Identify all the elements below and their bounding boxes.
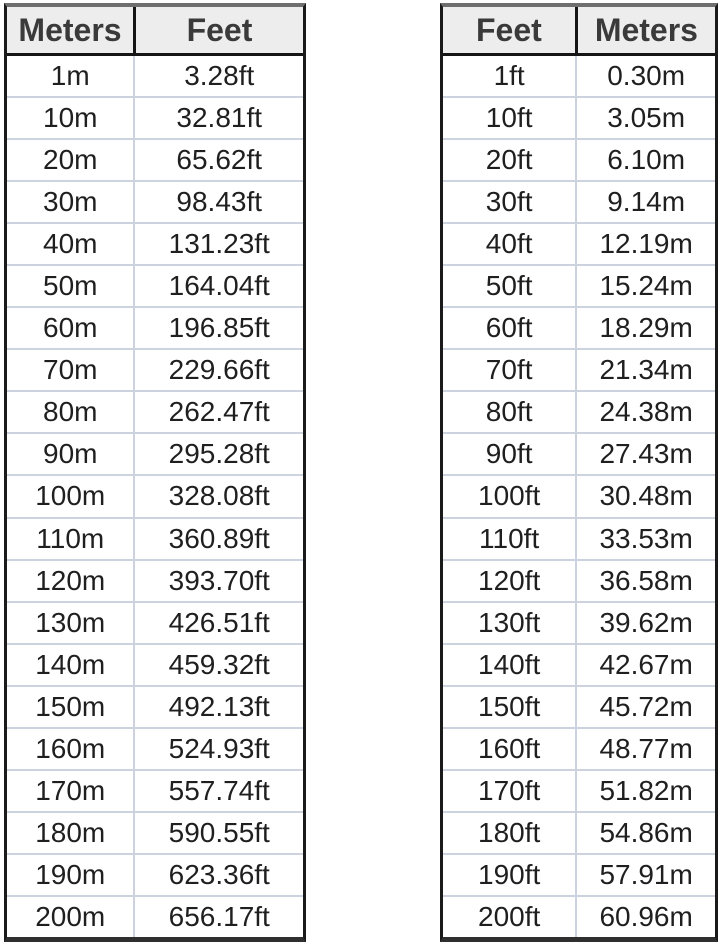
table-cell: 30m bbox=[7, 181, 134, 223]
table-cell: 50ft bbox=[443, 265, 576, 307]
table-row bbox=[7, 307, 303, 349]
table-row bbox=[443, 728, 715, 770]
table-cell: 60m bbox=[7, 307, 134, 349]
table-row bbox=[7, 770, 303, 812]
table-cell: 27.43m bbox=[576, 433, 715, 475]
table-cell: 60ft bbox=[443, 307, 576, 349]
table-row bbox=[443, 475, 715, 517]
table-row bbox=[7, 55, 303, 98]
table-row bbox=[443, 55, 715, 98]
table-cell: 656.17ft bbox=[134, 896, 303, 937]
table-cell: 459.32ft bbox=[134, 644, 303, 686]
table-cell: 54.86m bbox=[576, 812, 715, 854]
table-cell: 50m bbox=[7, 265, 134, 307]
table-cell: 39.62m bbox=[576, 602, 715, 644]
table-row bbox=[443, 602, 715, 644]
table-cell: 140m bbox=[7, 644, 134, 686]
table-row bbox=[7, 223, 303, 265]
table-row bbox=[443, 770, 715, 812]
table-cell: 131.23ft bbox=[134, 223, 303, 265]
table-row bbox=[7, 349, 303, 391]
table-row bbox=[7, 896, 303, 937]
table-cell: 150m bbox=[7, 686, 134, 728]
table-row bbox=[443, 307, 715, 349]
table-cell: 200m bbox=[7, 896, 134, 937]
table-cell: 80m bbox=[7, 391, 134, 433]
table-row bbox=[7, 560, 303, 602]
table-cell: 164.04ft bbox=[134, 265, 303, 307]
table-cell: 120ft bbox=[443, 560, 576, 602]
table-cell: 3.28ft bbox=[134, 55, 303, 98]
table-cell: 623.36ft bbox=[134, 854, 303, 896]
table-row bbox=[7, 475, 303, 517]
table-row bbox=[443, 181, 715, 223]
table-cell: 130m bbox=[7, 602, 134, 644]
header-meters: Meters bbox=[576, 7, 715, 55]
table-cell: 328.08ft bbox=[134, 475, 303, 517]
table-cell: 190m bbox=[7, 854, 134, 896]
table-row bbox=[7, 644, 303, 686]
header-meters: Meters bbox=[7, 7, 134, 55]
table-cell: 557.74ft bbox=[134, 770, 303, 812]
table-cell: 140ft bbox=[443, 644, 576, 686]
table-cell: 3.05m bbox=[576, 97, 715, 139]
table-cell: 42.67m bbox=[576, 644, 715, 686]
table-row bbox=[443, 223, 715, 265]
table-row bbox=[443, 854, 715, 896]
header-row bbox=[7, 7, 303, 55]
table-cell: 40ft bbox=[443, 223, 576, 265]
table-cell: 60.96m bbox=[576, 896, 715, 937]
table-row bbox=[443, 644, 715, 686]
table-row bbox=[443, 433, 715, 475]
table-cell: 160ft bbox=[443, 728, 576, 770]
table-row bbox=[7, 265, 303, 307]
table-cell: 110m bbox=[7, 518, 134, 560]
table-cell: 51.82m bbox=[576, 770, 715, 812]
table-cell: 70m bbox=[7, 349, 134, 391]
table-cell: 80ft bbox=[443, 391, 576, 433]
table-cell: 6.10m bbox=[576, 139, 715, 181]
meters-to-feet-header bbox=[7, 7, 303, 55]
meters-to-feet-body bbox=[7, 55, 303, 938]
table-cell: 229.66ft bbox=[134, 349, 303, 391]
table-cell: 20m bbox=[7, 139, 134, 181]
table-row bbox=[7, 139, 303, 181]
feet-to-meters-table-container bbox=[440, 3, 718, 942]
table-row bbox=[443, 349, 715, 391]
table-cell: 196.85ft bbox=[134, 307, 303, 349]
table-cell: 70ft bbox=[443, 349, 576, 391]
table-cell: 360.89ft bbox=[134, 518, 303, 560]
table-row bbox=[443, 686, 715, 728]
table-cell: 24.38m bbox=[576, 391, 715, 433]
table-cell: 170m bbox=[7, 770, 134, 812]
table-cell: 524.93ft bbox=[134, 728, 303, 770]
meters-to-feet-table bbox=[7, 7, 303, 937]
table-cell: 36.58m bbox=[576, 560, 715, 602]
table-cell: 57.91m bbox=[576, 854, 715, 896]
table-cell: 90ft bbox=[443, 433, 576, 475]
table-cell: 98.43ft bbox=[134, 181, 303, 223]
header-row bbox=[443, 7, 715, 55]
table-cell: 200ft bbox=[443, 896, 576, 937]
feet-to-meters-body bbox=[443, 55, 715, 938]
table-row bbox=[443, 518, 715, 560]
table-row bbox=[7, 602, 303, 644]
table-cell: 393.70ft bbox=[134, 560, 303, 602]
table-cell: 295.28ft bbox=[134, 433, 303, 475]
table-cell: 100m bbox=[7, 475, 134, 517]
table-cell: 190ft bbox=[443, 854, 576, 896]
table-row bbox=[7, 391, 303, 433]
table-row bbox=[443, 139, 715, 181]
table-cell: 10m bbox=[7, 97, 134, 139]
table-cell: 45.72m bbox=[576, 686, 715, 728]
feet-to-meters-table bbox=[443, 7, 715, 937]
table-row bbox=[443, 265, 715, 307]
table-row bbox=[443, 391, 715, 433]
table-cell: 426.51ft bbox=[134, 602, 303, 644]
table-cell: 150ft bbox=[443, 686, 576, 728]
table-cell: 18.29m bbox=[576, 307, 715, 349]
table-cell: 30.48m bbox=[576, 475, 715, 517]
table-cell: 9.14m bbox=[576, 181, 715, 223]
header-feet: Feet bbox=[443, 7, 576, 55]
table-row bbox=[7, 728, 303, 770]
table-cell: 262.47ft bbox=[134, 391, 303, 433]
table-cell: 15.24m bbox=[576, 265, 715, 307]
table-row bbox=[443, 97, 715, 139]
table-row bbox=[443, 812, 715, 854]
table-cell: 180ft bbox=[443, 812, 576, 854]
table-cell: 20ft bbox=[443, 139, 576, 181]
table-cell: 12.19m bbox=[576, 223, 715, 265]
table-cell: 160m bbox=[7, 728, 134, 770]
table-row bbox=[7, 686, 303, 728]
table-cell: 1ft bbox=[493, 60, 525, 92]
table-cell: 48.77m bbox=[576, 728, 715, 770]
table-row bbox=[7, 181, 303, 223]
table-cell: 21.34m bbox=[576, 349, 715, 391]
header-feet: Feet bbox=[134, 7, 303, 55]
table-cell: 130ft bbox=[443, 602, 576, 644]
table-cell: 1m bbox=[50, 60, 90, 92]
table-row bbox=[7, 854, 303, 896]
table-cell: 30ft bbox=[443, 181, 576, 223]
table-cell: 90m bbox=[7, 433, 134, 475]
table-row bbox=[7, 812, 303, 854]
table-cell: 65.62ft bbox=[134, 139, 303, 181]
table-row bbox=[443, 560, 715, 602]
table-row bbox=[7, 518, 303, 560]
table-cell: 120m bbox=[7, 560, 134, 602]
table-cell: 100ft bbox=[443, 475, 576, 517]
table-cell: 180m bbox=[7, 812, 134, 854]
table-cell: 110ft bbox=[443, 518, 576, 560]
table-cell: 10ft bbox=[443, 97, 576, 139]
table-row bbox=[7, 433, 303, 475]
meters-to-feet-table-container bbox=[4, 3, 306, 942]
table-cell: 33.53m bbox=[576, 518, 715, 560]
table-cell: 32.81ft bbox=[134, 97, 303, 139]
table-cell: 590.55ft bbox=[134, 812, 303, 854]
table-row bbox=[7, 97, 303, 139]
feet-to-meters-header bbox=[443, 7, 715, 55]
table-row bbox=[443, 896, 715, 937]
table-cell: 0.30m bbox=[576, 55, 715, 98]
table-cell: 170ft bbox=[443, 770, 576, 812]
table-cell: 40m bbox=[7, 223, 134, 265]
table-cell: 492.13ft bbox=[134, 686, 303, 728]
